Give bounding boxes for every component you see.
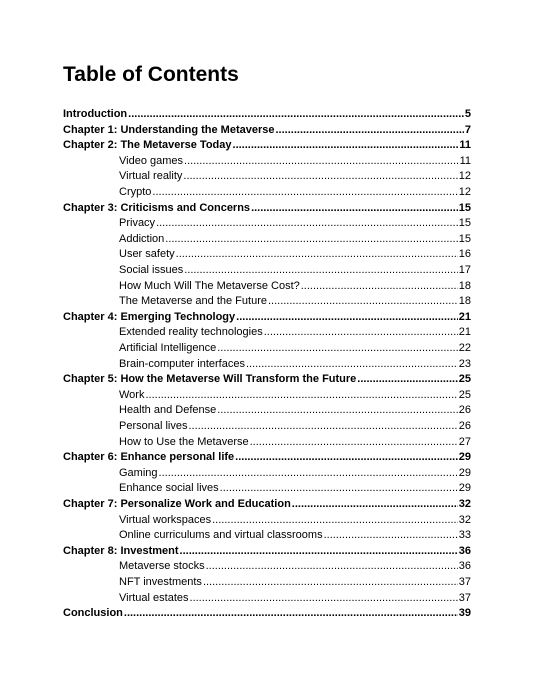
toc-section-entry[interactable] bbox=[119, 292, 471, 308]
toc-dot-leader bbox=[128, 107, 464, 121]
toc-entry-label: Brain-computer interfaces bbox=[119, 357, 245, 370]
toc-chapter-entry[interactable] bbox=[63, 136, 471, 152]
toc-page-number: 29 bbox=[458, 482, 471, 495]
toc-entry-label: Addiction bbox=[119, 232, 165, 245]
toc-section-entry[interactable] bbox=[119, 355, 471, 371]
toc-entry-label: The Metaverse and the Future bbox=[119, 295, 267, 308]
toc-page-number: 26 bbox=[458, 420, 471, 432]
toc-entry-label: Virtual workspaces bbox=[119, 513, 212, 526]
toc-section-entry[interactable] bbox=[119, 401, 471, 417]
toc-page-number: 23 bbox=[458, 357, 471, 370]
toc-page-number: 12 bbox=[458, 186, 471, 198]
toc-page-number: 11 bbox=[459, 139, 471, 152]
toc-dot-leader bbox=[276, 123, 464, 137]
page-title: Table of Contents bbox=[63, 63, 239, 86]
toc-dot-leader bbox=[165, 232, 457, 246]
toc-page-number: 29 bbox=[458, 466, 471, 479]
toc-section-entry[interactable] bbox=[119, 573, 471, 589]
toc-chapter-entry[interactable] bbox=[63, 542, 471, 558]
toc-dot-leader bbox=[176, 247, 458, 261]
toc-section-entry[interactable] bbox=[119, 557, 471, 573]
toc-page-number: 15 bbox=[458, 232, 471, 245]
toc-page-number: 21 bbox=[458, 326, 471, 339]
toc-page-number: 33 bbox=[458, 529, 471, 542]
toc-entry-label: Chapter 2: The Metaverse Today bbox=[63, 139, 232, 152]
toc-entry-label: Virtual estates bbox=[119, 591, 189, 604]
toc-dot-leader bbox=[268, 294, 458, 308]
toc-entry-label: Health and Defense bbox=[119, 404, 217, 417]
toc-chapter-entry[interactable] bbox=[63, 105, 471, 121]
toc-entry-label: Chapter 5: How the Metaverse Will Transform the Future bbox=[63, 373, 357, 386]
toc-page-number: 15 bbox=[458, 217, 471, 230]
toc-entry-label: Chapter 7: Personalize Work and Education bbox=[63, 498, 291, 510]
toc-chapter-entry[interactable] bbox=[63, 604, 471, 620]
toc-dot-leader bbox=[246, 357, 458, 371]
toc-dot-leader bbox=[264, 325, 458, 339]
toc-section-entry[interactable] bbox=[119, 183, 471, 199]
toc-entry-label: Enhance social lives bbox=[119, 482, 219, 495]
toc-entry-label: Crypto bbox=[119, 186, 152, 198]
toc-page-number: 5 bbox=[464, 108, 471, 120]
toc-page-number: 7 bbox=[464, 123, 471, 136]
toc-section-entry[interactable] bbox=[119, 339, 471, 355]
toc-dot-leader bbox=[357, 372, 457, 386]
toc-chapter-entry[interactable] bbox=[63, 199, 471, 215]
toc-section-entry[interactable] bbox=[119, 511, 471, 527]
toc-entry-label: Chapter 6: Enhance personal life bbox=[63, 451, 235, 464]
toc-section-entry[interactable] bbox=[119, 167, 471, 183]
toc-entry-label: Chapter 4: Emerging Technology bbox=[63, 310, 236, 323]
toc-entry-label: Social issues bbox=[119, 264, 184, 276]
toc-dot-leader bbox=[159, 466, 458, 480]
toc-entry-label: How Much Will The Metaverse Cost? bbox=[119, 279, 300, 292]
toc-dot-leader bbox=[124, 606, 458, 620]
toc-dot-leader bbox=[184, 154, 459, 168]
toc-dot-leader bbox=[217, 403, 458, 417]
toc-page-number: 26 bbox=[458, 404, 471, 417]
toc-dot-leader bbox=[180, 544, 458, 558]
toc-section-entry[interactable] bbox=[119, 526, 471, 542]
toc-section-entry[interactable] bbox=[119, 261, 471, 277]
toc-dot-leader bbox=[235, 450, 458, 464]
toc-dot-leader bbox=[250, 435, 458, 449]
toc-section-entry[interactable] bbox=[119, 277, 471, 293]
toc-entry-label: Virtual reality bbox=[119, 170, 183, 183]
toc-chapter-entry[interactable] bbox=[63, 308, 471, 324]
toc-entry-label: Chapter 8: Investment bbox=[63, 544, 179, 557]
toc-dot-leader bbox=[190, 591, 458, 605]
toc-dot-leader bbox=[233, 138, 459, 152]
toc-page-number: 36 bbox=[458, 544, 471, 557]
toc-entry-label: Extended reality technologies bbox=[119, 326, 263, 339]
toc-dot-leader bbox=[220, 481, 458, 495]
toc-entry-label: Gaming bbox=[119, 466, 158, 479]
toc-dot-leader bbox=[324, 528, 458, 542]
toc-dot-leader bbox=[184, 263, 458, 277]
toc-page-number: 15 bbox=[458, 201, 471, 214]
toc-dot-leader bbox=[152, 185, 457, 199]
toc-dot-leader bbox=[217, 341, 458, 355]
toc-page-number: 12 bbox=[458, 170, 471, 183]
toc-page-number: 25 bbox=[458, 373, 471, 386]
toc-entry-label: Introduction bbox=[63, 108, 128, 120]
toc-dot-leader bbox=[145, 388, 457, 402]
toc-section-entry[interactable] bbox=[119, 245, 471, 261]
toc-page-number: 18 bbox=[458, 295, 471, 308]
toc-section-entry[interactable] bbox=[119, 589, 471, 605]
toc-page-number: 21 bbox=[458, 310, 471, 323]
toc-dot-leader bbox=[183, 169, 457, 183]
toc-dot-leader bbox=[236, 310, 458, 324]
toc-chapter-entry[interactable] bbox=[63, 370, 471, 386]
toc-section-entry[interactable] bbox=[119, 433, 471, 449]
toc-entry-label: Conclusion bbox=[63, 607, 123, 620]
toc-entry-label: Artificial Intelligence bbox=[119, 342, 217, 354]
toc-chapter-entry[interactable] bbox=[63, 121, 471, 137]
toc-page-number: 36 bbox=[458, 560, 471, 573]
toc-entry-label: How to Use the Metaverse bbox=[119, 435, 249, 448]
toc-page-number: 32 bbox=[458, 498, 471, 510]
toc-dot-leader bbox=[251, 201, 458, 215]
toc-page-number: 11 bbox=[459, 154, 471, 167]
toc-section-entry[interactable] bbox=[119, 230, 471, 246]
toc-entry-label: Privacy bbox=[119, 217, 156, 230]
toc-section-entry[interactable] bbox=[119, 214, 471, 230]
toc-page-number: 32 bbox=[458, 513, 471, 526]
toc-entry-label: Chapter 1: Understanding the Metaverse bbox=[63, 123, 275, 136]
toc-dot-leader bbox=[301, 279, 458, 293]
toc-page-number: 39 bbox=[458, 607, 471, 620]
toc-section-entry[interactable] bbox=[119, 417, 471, 433]
toc-entry-label: Work bbox=[119, 388, 145, 401]
toc-dot-leader bbox=[203, 575, 458, 589]
toc-dot-leader bbox=[206, 559, 458, 573]
toc-section-entry[interactable] bbox=[119, 464, 471, 480]
toc-page-number: 27 bbox=[458, 435, 471, 448]
toc-dot-leader bbox=[292, 497, 458, 511]
toc-section-entry[interactable] bbox=[119, 323, 471, 339]
toc-page-number: 22 bbox=[458, 342, 471, 354]
toc-entry-label: NFT investments bbox=[119, 576, 202, 588]
toc-page-number: 17 bbox=[458, 264, 471, 276]
toc-section-entry[interactable] bbox=[119, 152, 471, 168]
toc-entry-label: Online curriculums and virtual classrooms bbox=[119, 529, 323, 542]
toc-dot-leader bbox=[188, 419, 457, 433]
toc-section-entry[interactable] bbox=[119, 386, 471, 402]
toc-chapter-entry[interactable] bbox=[63, 448, 471, 464]
toc-entry-label: User safety bbox=[119, 248, 175, 261]
toc-dot-leader bbox=[212, 513, 458, 527]
toc-page-number: 37 bbox=[458, 591, 471, 604]
toc-section-entry[interactable] bbox=[119, 479, 471, 495]
toc-entry-label: Personal lives bbox=[119, 420, 188, 432]
toc-page-number: 29 bbox=[458, 451, 471, 464]
toc-page-number: 18 bbox=[458, 279, 471, 292]
toc-page-number: 37 bbox=[458, 576, 471, 588]
toc-page-number: 16 bbox=[458, 248, 471, 261]
toc-entry-label: Video games bbox=[119, 154, 184, 167]
toc-entry-label: Chapter 3: Criticisms and Concerns bbox=[63, 201, 251, 214]
toc-chapter-entry[interactable] bbox=[63, 495, 471, 511]
toc-dot-leader bbox=[156, 216, 458, 230]
toc-page-number: 25 bbox=[458, 388, 471, 401]
toc-entry-label: Metaverse stocks bbox=[119, 560, 205, 573]
